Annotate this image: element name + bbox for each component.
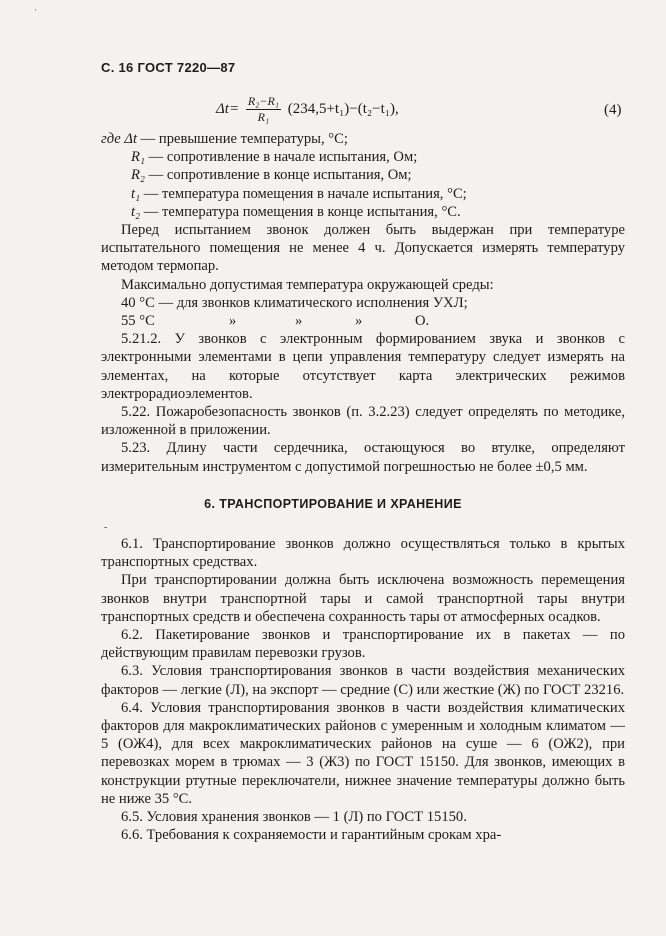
paragraph-6-1-cont: При транспортировании должна быть исключена возможность перемещения звонков внутри транспортной тары и самой транспортной тары внутри транспортных средств и обеспечена сохранность тары от атмосферных осадков. — [101, 572, 625, 625]
section-6-title: 6. ТРАНСПОРТИРОВАНИЕ И ХРАНЕНИЕ — [204, 497, 462, 511]
formula-numerator: R₂−R₁ — [247, 94, 279, 108]
paragraph-6-4: 6.4. Условия транспортирования звонков в части воздействия климатических факторов для макроклиматических районов с умеренным и холодным климатом — 5 (ОЖ4), для всех макроклиматических районов на суше — 6 (ОЖ2), при перевозках морем в трюмах — 3 (Ж3) по ГОСТ 15150. Для звонков, имеющих в конструкции ртутные переключатели, нижнее значение температуры должно быть не ниже 35 °C. — [101, 699, 625, 807]
definition-item: R₂ — сопротивление в конце испытания, Ом; — [131, 167, 412, 184]
formula-fraction — [246, 94, 281, 125]
formula-4 — [216, 94, 622, 125]
temperature-row-o: 55 °C » » » О. — [121, 313, 430, 330]
page-header: С. 16 ГОСТ 7220—87 — [101, 60, 236, 75]
definition-item: t₁ — температура помещения в начале испытания, °C; — [131, 185, 467, 202]
paragraph-5-23: 5.23. Длину части сердечника, остающуюся во втулке, определяют измерительным инструментом с допустимой погрешностью не более ±0,5 мм. — [101, 440, 625, 475]
paragraph-6-6: 6.6. Требования к сохраняемости и гарантийным срокам хра- — [121, 827, 502, 844]
paragraph-6-1: 6.1. Транспортирование звонков должно осуществляться только в крытых транспортных средствах. — [101, 536, 625, 571]
formula-lhs: Δt= — [216, 100, 240, 117]
paragraph-5-21-2: 5.21.2. У звонков с электронным формированием звука и звонков с электронными элементами в цепи управления температуру следует измерять на элементах, на которые отсутствует карта электрических режимов электрорадиоэлементов. — [101, 331, 625, 402]
section-5-text — [101, 130, 625, 476]
definition-item: где Δt — превышение температуры, °C; — [101, 131, 348, 147]
section-6-text — [101, 535, 625, 844]
paragraph-6-5: 6.5. Условия хранения звонков — 1 (Л) по ГОСТ 15150. — [121, 809, 467, 826]
scan-mark: - — [104, 522, 108, 533]
definitions-list — [101, 130, 625, 221]
paragraph-6-2: 6.2. Пакетирование звонков и транспортирование их в пакетах — по действующим правилам перевозки грузов. — [101, 627, 625, 662]
scan-mark: ˈ — [34, 8, 38, 19]
paragraph-max-temperature: Максимально допустимая температура окружающей среды: — [121, 276, 494, 293]
paragraph-6-3: 6.3. Условия транспортирования звонков в части воздействия механических факторов — легкие (Л), на экспорт — средние (С) или жесткие (Ж) по ГОСТ 23216. — [101, 663, 625, 698]
definition-item: R₁ — сопротивление в начале испытания, Ом; — [131, 149, 418, 166]
formula-rhs: (234,5+t₁)−(t₂−t₁), — [287, 100, 399, 117]
paragraph-5-22: 5.22. Пожаробезопасность звонков (п. 3.2.23) следует определять по методике, изложенной в приложении. — [101, 404, 625, 439]
temperature-row-uhl: 40 °C — для звонков климатического исполнения УХЛ; — [121, 294, 468, 311]
definition-item: t₂ — температура помещения в конце испытания, °C. — [131, 203, 461, 220]
paragraph-preconditioning: Перед испытанием звонок должен быть выдержан при температуре испытательного помещения не менее 4 ч. Допускается измерять температуру методом термопар. — [101, 222, 625, 275]
formula-number: (4) — [604, 102, 622, 118]
formula-denominator: R₁ — [257, 110, 270, 124]
